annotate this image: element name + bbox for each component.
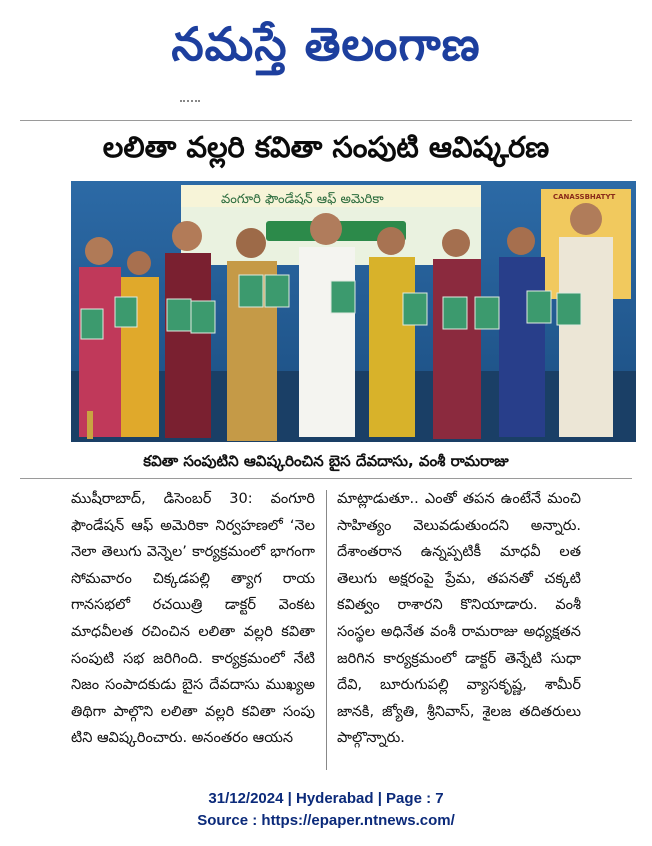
footer-dateline: 31/12/2024 | Hyderabad | Page : 7	[208, 790, 444, 807]
masthead	[0, 4, 652, 96]
article-column-right: మాట్లాడుతూ.. ఎంతో తపన ఉంటేనే మంచి సాహిత్యం వెలువడుతుందని అన్నారు. దేశాంతరాన ఉన్నప్పటికీ మాధవీ లత తెలుగు అక్షరంపై ప్రేమ, తపనతో చక్కటి కవిత్వం రాశారని కొనియాడారు. వంశీ సంస్థల అధినేత వంశీ రామరాజు అధ్యక్షతన జరిగిన కార్యక్రమంలో డాక్టర్ తెన్నేటి సుధా దేవి, బూరుగుపల్లి వ్యాసకృష్ణ, శామీర్ జానకి, జ్యోతి, శ్రీనివాస్, శైలజ తదితరులు పాల్గొన్నారు.	[337, 491, 581, 747]
column-divider	[326, 490, 327, 770]
photo-illustration	[71, 181, 636, 442]
footer-source[interactable]: Source : https://epaper.ntnews.com/	[197, 812, 455, 829]
news-photo	[71, 181, 636, 442]
masthead-title: నమస్తే తెలంగాణ	[171, 17, 481, 71]
photo-watermark: CANASSBHATYT	[553, 193, 616, 201]
caption-bottom-rule	[20, 478, 632, 479]
photo-caption: కవితా సంపుటిని ఆవిష్కరించిన బైస దేవదాసు, వంశీ రామరాజు	[143, 452, 509, 470]
decorative-dots	[180, 100, 200, 105]
article-column-left: ముషీరాబాద్, డిసెంబర్ 30: వంగూరి ఫౌండేషన్ ఆఫ్ అమెరికా నిర్వహణలో ‘నెల నెలా తెలుగు వెన్నెల’ కార్యక్రమంలో భాగంగా సోమవారం చిక్కడపల్లి త్యాగ రాయ గానసభలో రచయిత్రి డాక్టర్ వెంకట మాధవీలత రచించిన లలితా వల్లరి కవితా సంపుటి సభ జరిగింది. కార్యక్రమంలో నేటి నిజం సంపాదకుడు బైస దేవదాసు ముఖ్యఅ తిథిగా పాల్గొని లలితా వల్లరి కవితా సంపు టిని ఆవిష్కరించారు. అనంతరం ఆయన	[71, 491, 315, 747]
headline: లలితా వల్లరి కవితా సంపుటి ఆవిష్కరణ	[102, 130, 550, 164]
article-body	[71, 486, 583, 776]
banner-text: వంగూరి ఫౌండేషన్ ఆఫ్ అమెరికా	[221, 192, 384, 207]
headline-top-rule	[20, 120, 632, 121]
